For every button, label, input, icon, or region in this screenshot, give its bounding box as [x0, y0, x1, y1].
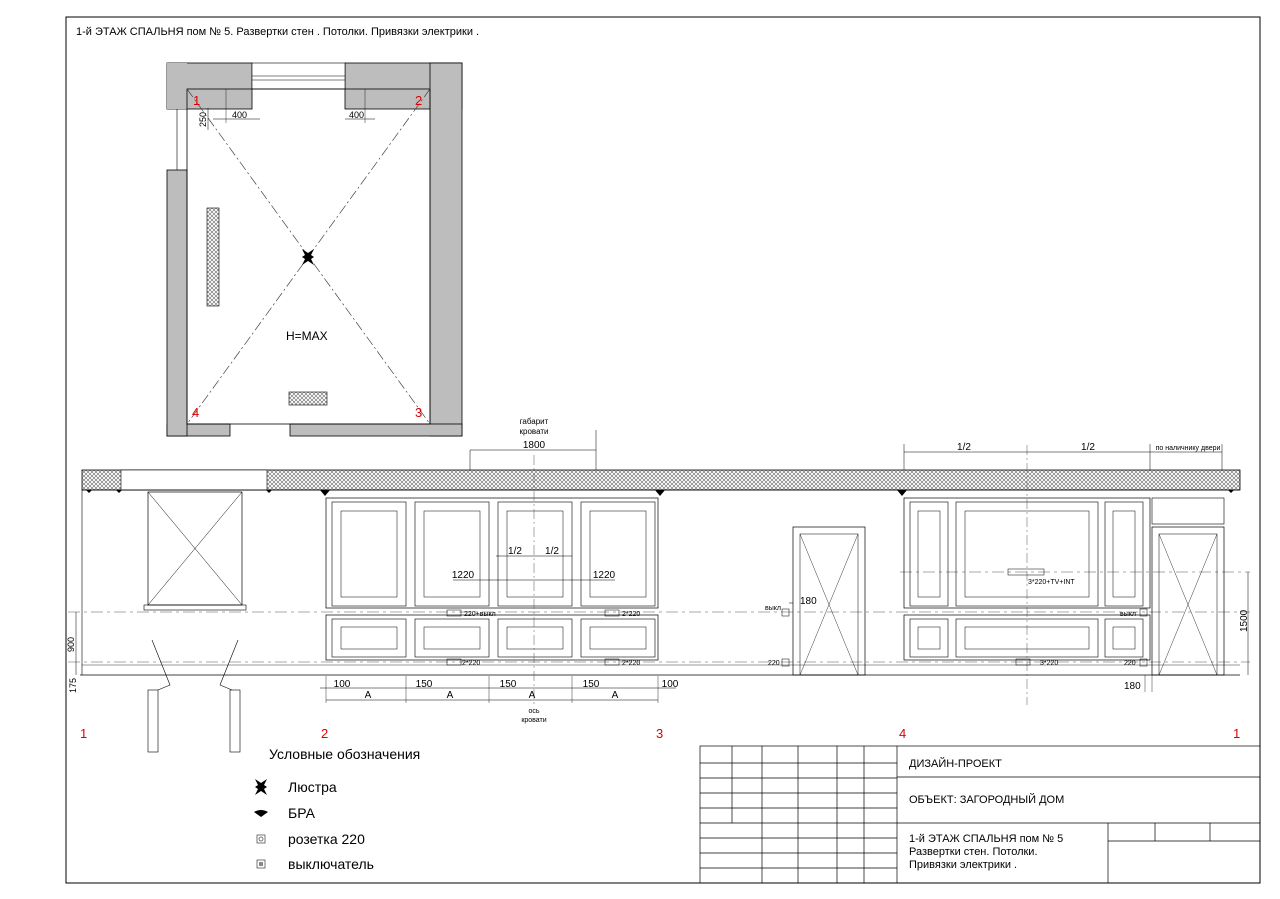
chandelier-icon [302, 249, 314, 265]
title-block-project: ДИЗАЙН-ПРОЕКТ [909, 758, 1002, 770]
plan-corner-3: 3 [415, 405, 423, 420]
dim-1220b: 1220 [592, 570, 616, 581]
sconce-icon [250, 808, 272, 818]
legend-label-sconce: БРА [288, 805, 315, 821]
socket-220-right: 220 [1124, 660, 1136, 667]
plan-dim-400b: 400 [349, 110, 365, 120]
half-a: 1/2 [508, 546, 522, 557]
wall-marker-1: 1 [80, 726, 88, 741]
plan-dim-250: 250 [198, 111, 208, 127]
dim-1220a: 1220 [451, 570, 475, 581]
title-block-sheet-1: 1-й ЭТАЖ СПАЛЬНЯ пом № 5 [909, 833, 1064, 845]
axis-label-2: кровати [521, 717, 547, 724]
socket-220-switch: 220+выкл [464, 611, 496, 618]
wall-elevation [68, 430, 1250, 752]
bottom-dim-2: А [364, 690, 372, 701]
socket-2x220-c: 2*220 [622, 660, 641, 667]
socket-3x220-tv: 3*220+TV+INT [1028, 579, 1075, 586]
switch-right: выкл [1120, 611, 1136, 618]
bottom-dim-1: 100 [333, 679, 351, 690]
title-block-sheet-3: Привязки электрики . [909, 859, 1018, 871]
bed-label-1: габарит [519, 417, 549, 426]
plan-height-label: H=MAX [286, 329, 328, 343]
wall-marker-2: 2 [321, 726, 329, 741]
bottom-dim-8: А [611, 690, 619, 701]
half-d: 1/2 [1081, 442, 1095, 453]
legend-item-switch [250, 856, 374, 872]
socket-icon [250, 834, 272, 844]
axis-label-1: ось [528, 708, 540, 715]
bottom-dim-5: 150 [499, 679, 517, 690]
legend-label-switch: выключатель [288, 856, 374, 872]
dim-180a: 180 [800, 596, 817, 607]
door-casing-label: по наличнику двери [1155, 445, 1221, 452]
switch-icon [250, 859, 272, 869]
ceiling-plan [167, 63, 462, 436]
plan-dim-400a: 400 [232, 110, 248, 120]
legend-item-sconce [250, 805, 315, 821]
half-b: 1/2 [545, 546, 559, 557]
title-block-object: ОБЪЕКТ: ЗАГОРОДНЫЙ ДОМ [909, 794, 1065, 806]
bottom-dim-7: 150 [582, 679, 600, 690]
socket-3x220: 3*220 [1040, 660, 1059, 667]
legend-label-chandelier: Люстра [288, 779, 337, 795]
legend-item-socket [250, 831, 365, 847]
plan-corner-2: 2 [415, 93, 423, 108]
socket-220-left: 220 [768, 660, 780, 667]
socket-2x220-b: 2*220 [462, 660, 481, 667]
sheet-title: 1-й ЭТАЖ СПАЛЬНЯ пом № 5. Развертки стен . Потолки. Привязки электрики . [76, 26, 480, 38]
legend-label-socket: розетка 220 [288, 831, 365, 847]
bottom-dim-4: А [446, 690, 454, 701]
switch-left: выкл [765, 605, 781, 612]
dim-180b: 180 [1124, 681, 1141, 692]
legend-title: Условные обозначения [269, 746, 421, 762]
bottom-dim-6: А [528, 690, 536, 701]
wall-marker-4: 4 [899, 726, 907, 741]
socket-2x220-a: 2*220 [622, 611, 641, 618]
chandelier-icon [250, 779, 272, 795]
dim-1500: 1500 [1239, 609, 1250, 632]
dim-900: 900 [66, 636, 76, 652]
plan-corner-1: 1 [193, 93, 201, 108]
bottom-dim-3: 150 [415, 679, 433, 690]
bed-width-dim: 1800 [522, 440, 546, 451]
bottom-dim-9: 100 [661, 679, 679, 690]
wall-marker-1b: 1 [1233, 726, 1241, 741]
title-block-sheet-2: Развертки стен. Потолки. [909, 846, 1038, 858]
dim-175: 175 [68, 677, 78, 693]
wall-marker-3: 3 [656, 726, 664, 741]
bed-label-2: кровати [519, 427, 549, 436]
plan-corner-4: 4 [192, 405, 200, 420]
half-c: 1/2 [957, 442, 971, 453]
legend-item-chandelier [250, 779, 337, 795]
